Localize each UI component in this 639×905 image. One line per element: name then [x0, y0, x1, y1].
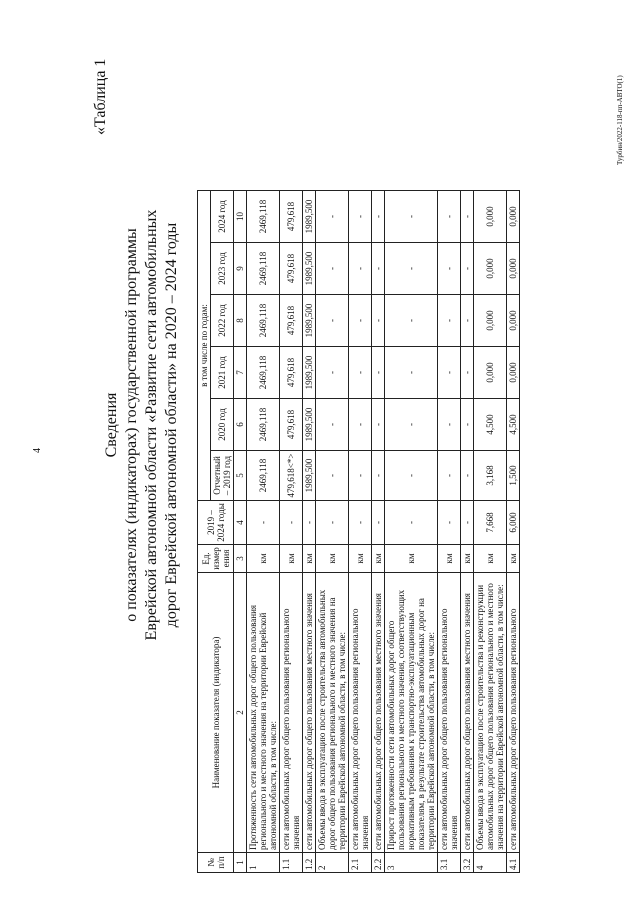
- indicator-name: Протяженность сети автомобильных дорог общего пользования регионального и местного значения на территории Еврейской автономной области, в том числе:: [247, 573, 280, 853]
- row-number: 1.1: [280, 853, 303, 873]
- table-row: [474, 191, 507, 873]
- value-cell: -: [461, 243, 474, 295]
- unit-cell: км: [349, 545, 372, 573]
- header-unit: Ед. измер ения: [198, 545, 234, 573]
- value-cell: 479,618: [280, 399, 303, 451]
- row-number: 2.1: [349, 853, 372, 873]
- value-cell: 0,000: [507, 243, 520, 295]
- col-number: 5: [234, 451, 247, 501]
- value-cell: -: [349, 501, 372, 545]
- value-cell: -: [280, 501, 303, 545]
- indicator-name: сети автомобильных дорог общего пользования местного значения: [303, 573, 316, 853]
- unit-cell: км: [372, 545, 385, 573]
- value-cell: 0,000: [474, 191, 507, 243]
- value-cell: 2469,118: [247, 295, 280, 347]
- value-cell: 2469,118: [247, 191, 280, 243]
- col-number: 4: [234, 501, 247, 545]
- value-cell: -: [349, 451, 372, 501]
- value-cell: -: [461, 347, 474, 399]
- value-cell: 1,500: [507, 451, 520, 501]
- value-cell: -: [349, 243, 372, 295]
- value-cell: -: [349, 295, 372, 347]
- unit-cell: км: [316, 545, 349, 573]
- indicator-name: сети автомобильных дорог общего пользования регионального значения: [349, 573, 372, 853]
- value-cell: -: [316, 295, 349, 347]
- value-cell: -: [385, 399, 438, 451]
- value-cell: -: [316, 451, 349, 501]
- value-cell: 4,500: [507, 399, 520, 451]
- header-2019: Отчетный – 2019 год: [211, 451, 234, 501]
- value-cell: -: [349, 347, 372, 399]
- value-cell: 2469,118: [247, 243, 280, 295]
- table-row: [372, 191, 385, 873]
- row-number: 1: [247, 853, 280, 873]
- value-cell: 2469,118: [247, 347, 280, 399]
- header-num: № п/п: [198, 853, 234, 873]
- value-cell: 479,618<*>: [280, 451, 303, 501]
- indicator-name: сети автомобильных дорог общего пользования регионального значения: [280, 573, 303, 853]
- table-row: [461, 191, 474, 873]
- footer-code: Турбин/2022-118-пп-АВТО(1): [616, 75, 624, 165]
- col-number: 2: [234, 573, 247, 853]
- value-cell: -: [349, 191, 372, 243]
- value-cell: 7,668: [474, 501, 507, 545]
- table-label: «Таблица 1: [92, 58, 109, 135]
- unit-cell: км: [247, 545, 280, 573]
- value-cell: -: [316, 191, 349, 243]
- table-row: [316, 191, 349, 873]
- value-cell: -: [385, 191, 438, 243]
- table-row: [280, 191, 303, 873]
- value-cell: 4,500: [474, 399, 507, 451]
- value-cell: -: [372, 347, 385, 399]
- header-incl-years: в том числе по годам:: [198, 191, 211, 501]
- unit-cell: км: [385, 545, 438, 573]
- value-cell: -: [438, 347, 461, 399]
- value-cell: -: [372, 451, 385, 501]
- header-2020: 2020 год: [211, 399, 234, 451]
- value-cell: 0,000: [474, 243, 507, 295]
- value-cell: -: [438, 295, 461, 347]
- value-cell: -: [303, 501, 316, 545]
- value-cell: -: [438, 243, 461, 295]
- indicator-name: сети автомобильных дорог общего пользования местного значения: [372, 573, 385, 853]
- value-cell: 0,000: [507, 347, 520, 399]
- row-number: 3.1: [438, 853, 461, 873]
- page-number: 4: [32, 448, 43, 453]
- indicators-table: [197, 190, 520, 873]
- title-line-2: о показателях (индикаторах) государственной программы: [123, 228, 140, 622]
- value-cell: -: [438, 399, 461, 451]
- unit-cell: км: [507, 545, 520, 573]
- value-cell: 6,000: [507, 501, 520, 545]
- table-row: [385, 191, 438, 873]
- value-cell: -: [372, 295, 385, 347]
- row-number: 3: [385, 853, 438, 873]
- value-cell: -: [385, 243, 438, 295]
- value-cell: 2469,118: [247, 399, 280, 451]
- title-line-1: Сведения: [103, 392, 120, 458]
- header-period: 2019 – 2024 годы: [198, 501, 234, 545]
- indicator-name: Объемы ввода в эксплуатацию после строительства автомобильных дорог общего пользования регионального и местного значения на территории Еврейской автономной области, в том числе:: [316, 573, 349, 853]
- col-number: 7: [234, 347, 247, 399]
- column-number-row: [234, 191, 247, 873]
- value-cell: 2469,118: [247, 451, 280, 501]
- value-cell: -: [385, 295, 438, 347]
- value-cell: -: [372, 501, 385, 545]
- value-cell: -: [349, 399, 372, 451]
- indicators-table-wrap: [197, 190, 520, 873]
- value-cell: -: [316, 399, 349, 451]
- header-2022: 2022 год: [211, 295, 234, 347]
- value-cell: 1989,500: [303, 295, 316, 347]
- col-number: 1: [234, 853, 247, 873]
- unit-cell: км: [461, 545, 474, 573]
- indicator-name: Объемы ввода в эксплуатацию после строительства и реконструкции автомобильных дорог общего пользования регионального и местного значения на территории Еврейской автономной области, в том числе:: [474, 573, 507, 853]
- value-cell: 479,618: [280, 191, 303, 243]
- header-2023: 2023 год: [211, 243, 234, 295]
- value-cell: 479,618: [280, 347, 303, 399]
- row-number: 2.2: [372, 853, 385, 873]
- value-cell: -: [316, 347, 349, 399]
- value-cell: -: [461, 191, 474, 243]
- value-cell: -: [247, 501, 280, 545]
- value-cell: -: [372, 243, 385, 295]
- indicator-name: сети автомобильных дорог общего пользования местного значения: [461, 573, 474, 853]
- unit-cell: км: [303, 545, 316, 573]
- col-number: 6: [234, 399, 247, 451]
- value-cell: -: [385, 347, 438, 399]
- title-line-4: дорог Еврейской автономной области» на 2020 – 2024 годы: [163, 222, 180, 628]
- title-line-3: Еврейской автономной области «Развитие сети автомобильных: [143, 209, 160, 641]
- value-cell: -: [438, 451, 461, 501]
- value-cell: -: [461, 501, 474, 545]
- table-row: [507, 191, 520, 873]
- row-number: 4: [474, 853, 507, 873]
- value-cell: 0,000: [507, 295, 520, 347]
- value-cell: -: [385, 451, 438, 501]
- col-number: 3: [234, 545, 247, 573]
- indicator-name: сети автомобильных дорог общего пользования регионального значения: [438, 573, 461, 853]
- row-number: 4.1: [507, 853, 520, 873]
- value-cell: 1989,500: [303, 399, 316, 451]
- table-row: [247, 191, 280, 873]
- value-cell: -: [461, 451, 474, 501]
- value-cell: 3,168: [474, 451, 507, 501]
- unit-cell: км: [280, 545, 303, 573]
- row-number: 2: [316, 853, 349, 873]
- table-row: [438, 191, 461, 873]
- value-cell: 0,000: [474, 295, 507, 347]
- table-row: [349, 191, 372, 873]
- header-2021: 2021 год: [211, 347, 234, 399]
- value-cell: -: [461, 399, 474, 451]
- value-cell: -: [372, 191, 385, 243]
- col-number: 9: [234, 243, 247, 295]
- unit-cell: км: [438, 545, 461, 573]
- value-cell: -: [372, 399, 385, 451]
- col-number: 8: [234, 295, 247, 347]
- row-number: 3.2: [461, 853, 474, 873]
- value-cell: 479,618: [280, 243, 303, 295]
- value-cell: -: [316, 501, 349, 545]
- value-cell: 0,000: [507, 191, 520, 243]
- value-cell: 1989,500: [303, 191, 316, 243]
- value-cell: 1989,500: [303, 451, 316, 501]
- value-cell: 479,618: [280, 295, 303, 347]
- indicator-name: Прирост протяженности сети автомобильных дорог общего пользования регионального и местного значения, соответствующих нормативным требованиям к транспортно-эксплуатационным показателям, в результате строительства автомобильных дорог на территории Еврейской автономной области, в том числе:: [385, 573, 438, 853]
- value-cell: -: [316, 243, 349, 295]
- header-name: Наименование показателя (индикатора): [198, 573, 234, 853]
- table-row: [303, 191, 316, 873]
- indicator-name: сети автомобильных дорог общего пользования регионального: [507, 573, 520, 853]
- value-cell: 0,000: [474, 347, 507, 399]
- header-2024: 2024 год: [211, 191, 234, 243]
- value-cell: 1989,500: [303, 347, 316, 399]
- value-cell: 1989,500: [303, 243, 316, 295]
- value-cell: -: [461, 295, 474, 347]
- unit-cell: км: [474, 545, 507, 573]
- value-cell: -: [438, 191, 461, 243]
- col-number: 10: [234, 191, 247, 243]
- row-number: 1.2: [303, 853, 316, 873]
- value-cell: -: [438, 501, 461, 545]
- value-cell: -: [385, 501, 438, 545]
- table-body: [247, 191, 520, 873]
